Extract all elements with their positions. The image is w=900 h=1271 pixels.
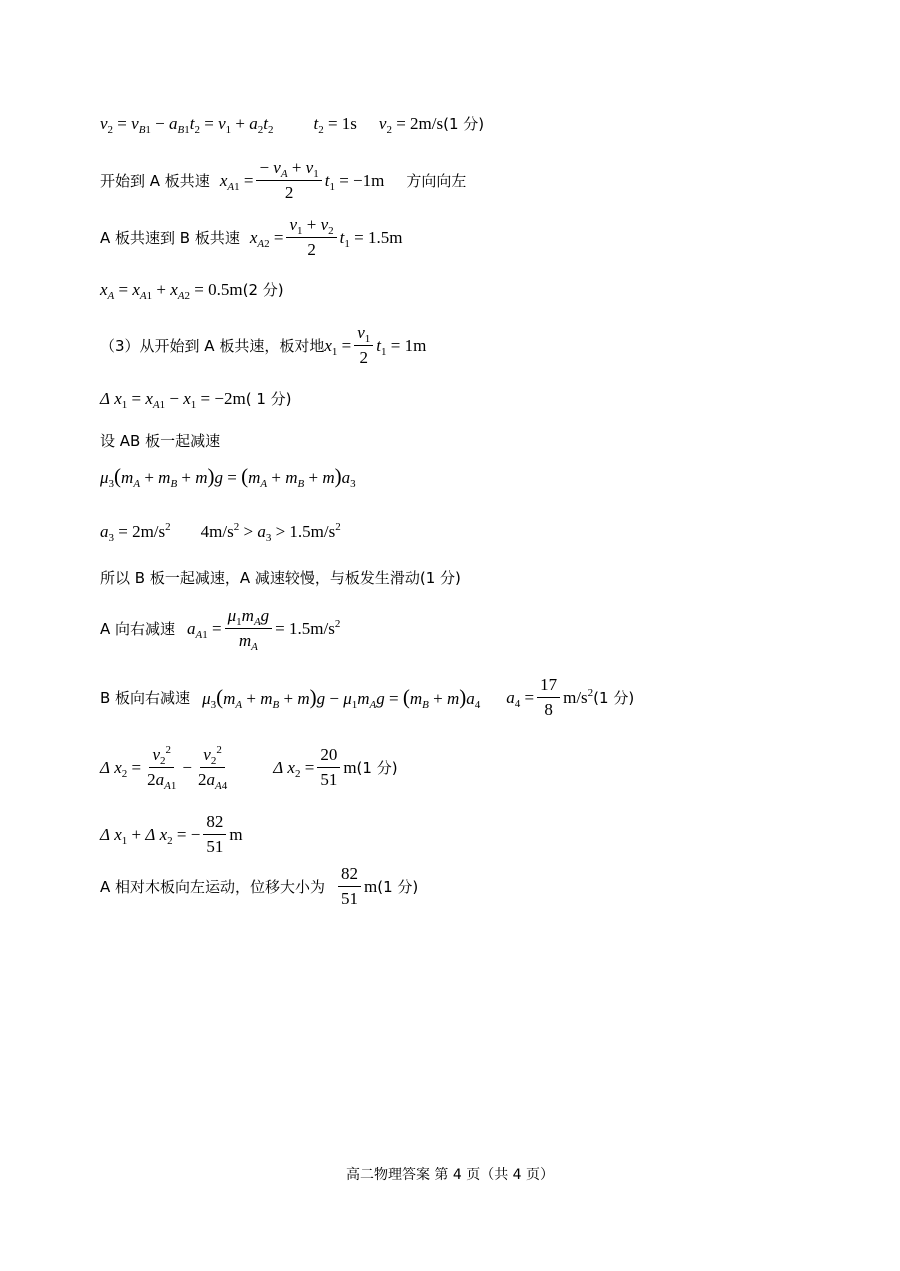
equation-a3: $a_3 = 2m/s^2$ $4m/s^2 > a_3 > 1.5m/s^2$ (100, 521, 341, 544)
fraction: $\frac{17}{8}$ (537, 675, 560, 720)
equation-a4: $a_4$ = (506, 687, 535, 710)
fraction: $\frac{v_1}{2}$ (354, 323, 373, 368)
score-mark: (2 分) (242, 281, 284, 299)
step-label: B 板向右减速 (100, 689, 191, 707)
equation-dx1-line (100, 388, 292, 409)
fraction: $\frac{v_1 + v_2}{2}$ (286, 215, 336, 260)
score-mark: (1 分) (377, 878, 419, 896)
score-mark: (1 分) (443, 115, 485, 133)
step-label: A 板共速到 B 板共速 (100, 229, 240, 247)
fraction: $\frac{82}{51}$ (338, 864, 361, 909)
fraction: $\frac{20}{51}$ (317, 745, 340, 790)
equation-xA: $x_A = x_{A1} + x_{A2} = 0.5m$ (100, 279, 243, 302)
equation-dx-sum: Δ $x_1 + \Delta$ $x_2$ = − $\frac{82}{51}$ m (100, 812, 243, 856)
equation-dx2-line: Δ $x_2$ = $\frac{v_2^2}{2a_{A1}}$ − $\frac{v_2^2}{2a_{A4}}$ Δ $x_2$ = $\frac{20}{51}$ m (1 分) (100, 744, 398, 792)
final-answer-line: A 相对木板向左运动，位移大小为 $\frac{82}{51}$ m (1 分) (100, 864, 419, 908)
equation-t2: $t_2 = 1s$ (313, 113, 357, 136)
conclusion-text: 所以 B 板一起减速，A 减速较慢，与板发生滑动(1 分) (100, 569, 461, 587)
step-label: 开始到 A 板共速 (100, 172, 210, 190)
equation-aA1-line: A 向右减速 $a_{A1}$ = $\frac{\mu_1m_Ag}{m_A}$ = $1.5m/s^2$ (100, 606, 341, 653)
equation-x1-line: （3）从开始到 A 板共速，板对地 $x_1$ = $\frac{v_1}{2}$ $t_1 = 1m$ (100, 323, 427, 367)
equation-aA1: $a_{A1}$ = (187, 618, 222, 641)
score-mark: ( 1 分) (245, 390, 292, 408)
fraction: $\frac{82}{51}$ (203, 812, 226, 857)
fraction: $\frac{- v_A + v_1}{2}$ (256, 158, 321, 203)
fraction: $\frac{v_2^2}{2a_{A4}}$ (197, 744, 228, 792)
assumption-text: 设 AB 板一起减速 (100, 432, 221, 450)
fraction: $\frac{v_2^2}{2a_{A1}}$ (147, 744, 177, 792)
equation-v2-value: $v_2 = 2m/s$ (378, 113, 444, 136)
step-label: （3）从开始到 A 板共速，板对地 (100, 337, 325, 355)
equation-x1: $x_1$ = (324, 335, 352, 358)
equation-dx2: Δ $x_2$ = (100, 757, 142, 780)
equation-dx1: Δ $x_1 = x_{A1} - x_1 = -2m$ (100, 388, 246, 411)
equation-xA1: $x_{A1}$ = (219, 170, 254, 193)
step-label: A 向右减速 (100, 620, 176, 638)
equation-xA2: $x_{A2}$ = (249, 227, 284, 250)
fraction: $\frac{\mu_1m_Ag}{m_A}$ (225, 606, 273, 651)
inequality-a3: $4m/s^2 > a_3 > 1.5m/s^2$ (200, 521, 341, 544)
equation-v2 (100, 113, 484, 134)
page-footer: 高二物理答案 第 4 页（共 4 页） (345, 1167, 555, 1183)
answer-label: A 相对木板向左运动，位移大小为 (100, 878, 326, 896)
equation-xA1-line: 开始到 A 板共速 $x_{A1}$ = $\frac{- v_A + v_1}{2}$ $t_1 = -1m$ 方向向左 (100, 158, 467, 202)
direction-note: 方向向左 (406, 172, 467, 190)
equation-mu3-mu1: $\mu_3(m_A + m_B + m)g - \mu_1m_Ag = (m_B + m)a_4$ (202, 684, 481, 711)
equation-dx2-value: Δ $x_2$ = (273, 757, 315, 780)
equation-xA-line (100, 279, 284, 300)
equation-mu3: $\mu_3(m_A + m_B + m)g = (m_A + m_B + m)a_3$ (100, 464, 356, 490)
score-mark: (1 分) (593, 689, 635, 707)
equation-v2-body: $v_2 = v_{B1} - a_{B1}t_2 = v_1 + a_2t_2$ (100, 113, 274, 136)
equation-xA2-line: A 板共速到 B 板共速 $x_{A2}$ = $\frac{v_1 + v_2}{2}$ $t_1 = 1.5m$ (100, 215, 403, 259)
score-mark: (1 分) (356, 759, 398, 777)
equation-a4-line: B 板向右减速 $\mu_3(m_A + m_B + m)g - \mu_1m_Ag = (m_B + m)a_4$ $a_4$ = $\frac{17}{8}$ $m/s^2$ (1 分) (100, 675, 635, 719)
